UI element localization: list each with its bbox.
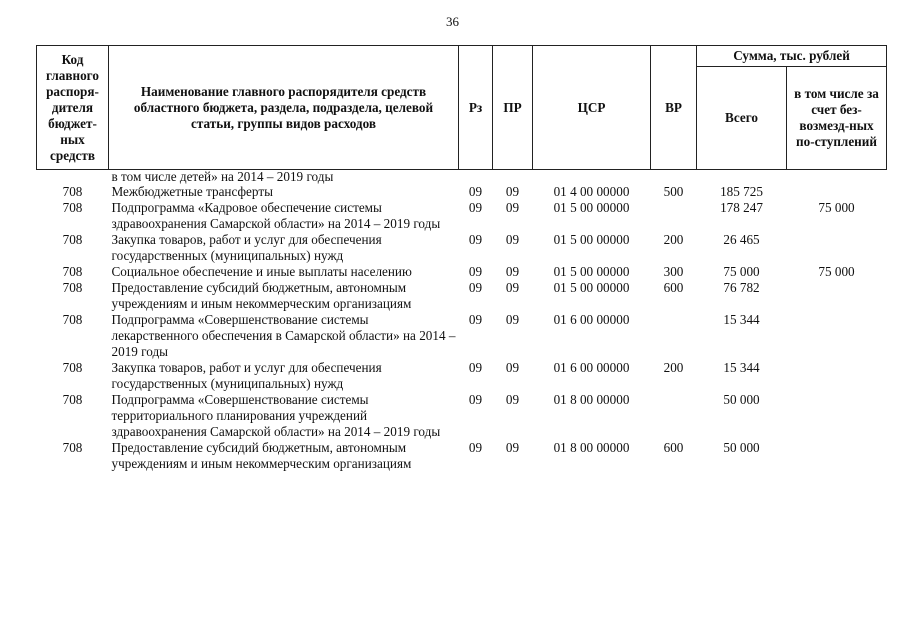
row-csr: 01 5 00 00000: [553, 264, 630, 279]
header-sum-group: Сумма, тыс. рублей: [697, 46, 887, 67]
header-total: Всего: [697, 67, 787, 170]
row-name: Социальное обеспечение и иные выплаты населению: [111, 264, 412, 279]
row-rz: 09: [468, 440, 483, 455]
row-rz: 09: [468, 232, 483, 247]
row-extra: [787, 392, 887, 440]
row-vr: 300: [663, 264, 684, 279]
row-vr: 600: [663, 280, 684, 295]
row-code: 708: [62, 440, 83, 455]
row-csr: 01 6 00 00000: [553, 312, 630, 327]
row-vr: [651, 392, 697, 440]
header-rz: Рз: [459, 46, 493, 170]
row-code: 708: [62, 280, 83, 295]
row-csr: 01 5 00 00000: [553, 200, 630, 215]
table-row: [37, 184, 887, 200]
row-name: Предоставление субсидий бюджетным, автономным учреждениям и иным некоммерческим организациям: [111, 280, 412, 311]
row-rz: 09: [468, 184, 483, 199]
row-vr: 200: [663, 232, 684, 247]
row-total: 185 725: [720, 184, 763, 199]
row-pr: 09: [505, 280, 520, 295]
row-extra: [787, 360, 887, 392]
row-rz: 09: [468, 264, 483, 279]
row-name: Закупка товаров, работ и услуг для обеспечения государственных (муниципальных) нужд: [111, 232, 382, 263]
table-row: [37, 200, 887, 232]
row-name: Подпрограмма «Совершенствование системы территориального планирования учреждений здравоохранения Самарской области» на 2014 – 2019 годы: [111, 392, 441, 439]
row-rz: 09: [468, 360, 483, 375]
row-rz: 09: [468, 280, 483, 295]
row-name: Закупка товаров, работ и услуг для обеспечения государственных (муниципальных) нужд: [111, 360, 382, 391]
row-extra: [787, 280, 887, 312]
table-row: [37, 360, 887, 392]
row-rz: 09: [468, 392, 483, 407]
row-name: Предоставление субсидий бюджетным, автономным учреждениям и иным некоммерческим организациям: [111, 440, 412, 471]
row-total: 15 344: [723, 312, 760, 327]
row-code: 708: [62, 264, 83, 279]
table-row: [37, 232, 887, 264]
row-pr: 09: [505, 312, 520, 327]
row-csr: 01 5 00 00000: [553, 232, 630, 247]
page-number: 36: [446, 14, 459, 29]
row-total: 15 344: [723, 360, 760, 375]
row-csr: 01 8 00 00000: [553, 440, 630, 455]
row-code: 708: [62, 200, 83, 215]
row-pr: 09: [505, 392, 520, 407]
row-code: 708: [62, 392, 83, 407]
row-name: Подпрограмма «Совершенствование системы лекарственного обеспечения в Самарской области» на 2014 – 2019 годы: [111, 312, 456, 359]
row-vr: 500: [663, 184, 684, 199]
row-name: Подпрограмма «Кадровое обеспечение системы здравоохранения Самарской области» на 2014 – 2019 годы: [111, 200, 441, 231]
row-total: 178 247: [720, 200, 763, 215]
row-code: 708: [62, 312, 83, 327]
row-extra: [787, 232, 887, 264]
table-row: [37, 280, 887, 312]
row-extra: 75 000: [818, 264, 855, 279]
row-csr: 01 4 00 00000: [553, 184, 630, 199]
budget-table: [36, 45, 887, 472]
row-csr: 01 8 00 00000: [553, 392, 630, 407]
row-vr: [651, 200, 697, 232]
header-csr: ЦСР: [533, 46, 651, 170]
table-body: [37, 170, 887, 473]
header-name: Наименование главного распорядителя средств областного бюджета, раздела, подраздела, целевой статьи, группы видов расходов: [109, 46, 459, 170]
row-total: 50 000: [723, 392, 760, 407]
header-extra: в том числе за счет без-возмезд-ных по-ступлений: [787, 67, 887, 170]
table-header: [37, 46, 887, 170]
row-vr: 200: [663, 360, 684, 375]
row-extra: [787, 440, 887, 472]
row-total: 75 000: [723, 264, 760, 279]
row-vr: [651, 312, 697, 360]
row-pr: 09: [505, 232, 520, 247]
row-extra: [787, 184, 887, 200]
row-rz: 09: [468, 200, 483, 215]
row-extra: [787, 312, 887, 360]
table-row: [37, 264, 887, 280]
row-total: 26 465: [723, 232, 760, 247]
continuation-row: [37, 170, 887, 185]
row-csr: 01 5 00 00000: [553, 280, 630, 295]
row-code: 708: [62, 360, 83, 375]
row-total: 50 000: [723, 440, 760, 455]
row-rz: 09: [468, 312, 483, 327]
row-total: 76 782: [723, 280, 760, 295]
header-code: Код главного распоря-дителя бюджет-ных средств: [37, 46, 109, 170]
table-row: [37, 440, 887, 472]
header-vr: ВР: [651, 46, 697, 170]
row-vr: 600: [663, 440, 684, 455]
row-pr: 09: [505, 200, 520, 215]
table-row: [37, 312, 887, 360]
row-code: 708: [62, 184, 83, 199]
row-pr: 09: [505, 440, 520, 455]
row-pr: 09: [505, 264, 520, 279]
header-pr: ПР: [493, 46, 533, 170]
row-csr: 01 6 00 00000: [553, 360, 630, 375]
row-pr: 09: [505, 360, 520, 375]
continuation-text: в том числе детей» на 2014 – 2019 годы: [111, 169, 334, 184]
table-row: [37, 392, 887, 440]
row-pr: 09: [505, 184, 520, 199]
row-code: 708: [62, 232, 83, 247]
row-name: Межбюджетные трансферты: [111, 184, 273, 199]
row-extra: 75 000: [818, 200, 855, 215]
